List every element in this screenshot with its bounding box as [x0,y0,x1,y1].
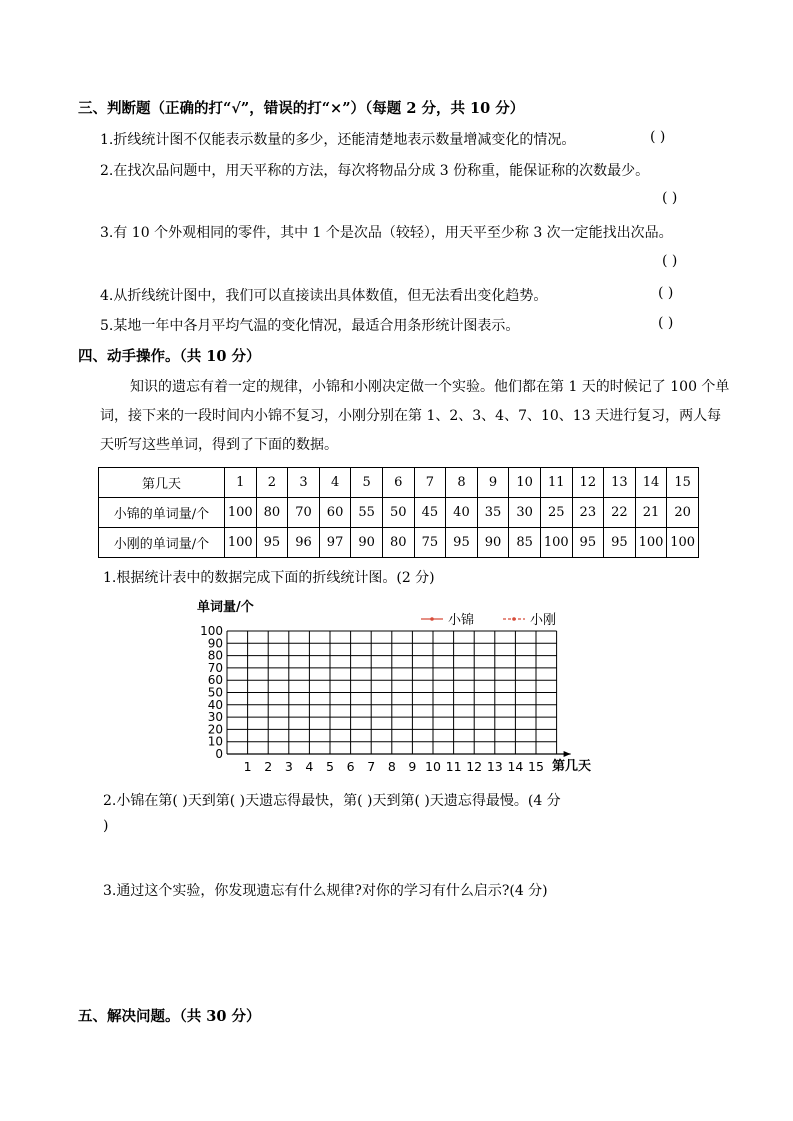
section4-title: 四、动手操作。（共 10 分） [78,348,261,365]
y-tick-label: 70 [207,660,223,675]
x-tick-label: 7 [367,759,376,774]
table-cell: 21 [635,498,667,528]
table-cell: 85 [509,528,541,558]
x-tick-label: 8 [387,759,396,774]
word-data-table [98,467,699,558]
x-tick-label: 14 [507,759,524,774]
table-cell: 100 [635,528,667,558]
table-cell: 11 [540,468,572,498]
table-row-label: 小刚的单词量/个 [99,528,225,558]
y-axis-ticks [200,624,223,761]
legend-label: 小刚 [530,613,557,628]
table-header-row [99,468,699,498]
x-tick-label: 11 [445,759,462,774]
table-cell: 13 [604,468,636,498]
x-axis-label: 第几天 [552,759,592,774]
table-cell: 80 [382,528,414,558]
chart-axes [227,751,571,757]
judge-item-1: 1.折线统计图不仅能表示数量的多少，还能清楚地表示数量增减变化的情况。 [100,132,576,148]
y-tick-label: 50 [207,685,223,700]
x-tick-label: 5 [326,759,334,774]
line-chart[interactable] [185,595,615,780]
question-2-continued: ) [103,818,109,834]
judge-item-3: 3.有 10 个外观相同的零件，其中 1 个是次品（较轻），用天平至少称 3 次一定能找出次品。 [100,225,673,241]
answer-paren-3[interactable]: ( ) [662,253,678,269]
table-header-label: 第几天 [99,468,225,498]
legend-marker [512,617,516,621]
question-3: 3.通过这个实验，你发现遗忘有什么规律?对你的学习有什么启示?(4 分) [103,883,548,899]
section3-title: 三、判断题（正确的打“√”，错误的打“×”）（每题 2 分，共 10 分） [78,100,525,117]
x-tick-label: 12 [466,759,483,774]
table-cell: 60 [319,498,351,528]
legend-label: 小锦 [448,613,475,628]
table-cell: 25 [540,498,572,528]
answer-paren-2[interactable]: ( ) [662,190,678,206]
x-tick-label: 6 [346,759,355,774]
table-row [99,498,699,528]
table-cell: 95 [446,528,478,558]
x-tick-label: 13 [486,759,503,774]
table-cell: 23 [572,498,604,528]
table-cell: 20 [667,498,699,528]
table-cell: 100 [225,498,257,528]
y-tick-label: 10 [207,734,223,749]
y-axis-label: 单词量/个 [197,600,254,615]
judge-item-4: 4.从折线统计图中，我们可以直接读出具体数值，但无法看出变化趋势。 [100,288,548,304]
table-cell: 3 [288,468,320,498]
table-cell: 100 [225,528,257,558]
judge-item-2: 2.在找次品问题中，用天平称的方法，每次将物品分成 3 份称重，能保证称的次数最少。 [100,163,650,179]
table-cell: 80 [256,498,288,528]
table-row-label: 小锦的单词量/个 [99,498,225,528]
x-tick-label: 9 [408,759,417,774]
y-tick-label: 40 [207,697,223,712]
table-cell: 45 [414,498,446,528]
table-cell: 95 [256,528,288,558]
x-axis-ticks [244,759,544,774]
table-cell: 40 [446,498,478,528]
table-cell: 70 [288,498,320,528]
table-cell: 14 [635,468,667,498]
section5-title: 五、解决问题。（共 30 分） [78,1008,261,1025]
answer-paren-5[interactable]: ( ) [658,315,674,331]
judge-item-5: 5.某地一年中各月平均气温的变化情况，最适合用条形统计图表示。 [100,318,520,334]
table-cell: 90 [477,528,509,558]
chart-grid [227,631,557,754]
table-cell: 50 [382,498,414,528]
table-cell: 95 [604,528,636,558]
table-cell: 100 [667,528,699,558]
table-cell: 15 [667,468,699,498]
table-cell: 8 [446,468,478,498]
table-cell: 97 [319,528,351,558]
y-tick-label: 60 [207,673,223,688]
chart-legend [421,612,556,628]
x-axis-arrow [564,751,571,757]
table-cell: 4 [319,468,351,498]
question-2: 2.小锦在第( )天到第( )天遗忘得最快，第( )天到第( )天遗忘得最慢。(4 分 [103,793,561,809]
table-cell: 96 [288,528,320,558]
legend-marker [430,617,434,621]
y-tick-label: 30 [207,710,223,725]
x-tick-label: 1 [243,759,252,774]
table-row [99,528,699,558]
table-cell: 7 [414,468,446,498]
table-cell: 22 [604,498,636,528]
experiment-paragraph: 知识的遗忘有着一定的规律，小锦和小刚决定做一个实验。他们都在第 1 天的时候记了 100 个单词，接下来的一段时间内小锦不复习，小刚分别在第 1、2、3、4、7、10、13 天进行复习，两人每天听写这些单词，得到了下面的数据。 [100,379,730,453]
y-tick-label: 80 [207,648,223,663]
table-cell: 100 [540,528,572,558]
answer-paren-1[interactable]: ( ) [650,129,666,145]
x-tick-label: 3 [284,759,293,774]
table-cell: 90 [351,528,383,558]
table-cell: 12 [572,468,604,498]
x-tick-label: 2 [264,759,273,774]
table-cell: 2 [256,468,288,498]
x-tick-label: 4 [305,759,314,774]
y-tick-label: 90 [207,636,223,651]
table-cell: 9 [477,468,509,498]
table-cell: 10 [509,468,541,498]
y-tick-label: 0 [215,747,223,761]
table-cell: 1 [225,468,257,498]
answer-paren-4[interactable]: ( ) [658,285,674,301]
table-cell: 30 [509,498,541,528]
question-1: 1.根据统计表中的数据完成下面的折线统计图。(2 分) [103,570,435,586]
x-tick-label: 15 [528,759,544,774]
y-tick-label: 100 [200,624,223,638]
table-cell: 5 [351,468,383,498]
table-cell: 55 [351,498,383,528]
x-tick-label: 10 [425,759,441,774]
table-cell: 35 [477,498,509,528]
table-cell: 6 [382,468,414,498]
table-cell: 95 [572,528,604,558]
y-tick-label: 20 [207,722,223,737]
table-cell: 75 [414,528,446,558]
